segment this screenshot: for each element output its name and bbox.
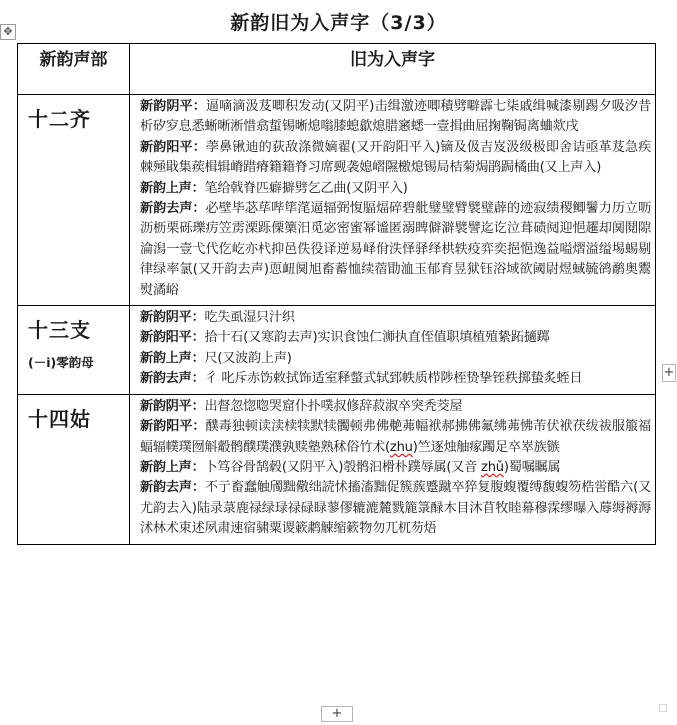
char-list: 逼嘀滴汲芨唧积发动(又阴平)击缉激迹唧積劈噼霹七柒戚缉喊漆剔踢夕吸汐昔析矽穸息悉蜥晰淅惜翕蜇锡晰熄嗡膝螅歙熄腊窸蟋一壹揖曲屈掬鞠锔离蛐欻戌: [140, 99, 652, 135]
tone-label: 新韵阳平：: [140, 330, 205, 346]
tone-line: [140, 397, 651, 417]
tone-label: 新韵阳平：: [140, 139, 206, 155]
tone-line: [140, 458, 651, 478]
table-move-handle-icon[interactable]: ✥: [0, 24, 16, 40]
char-list: 荸鼻锹迪的荻敌涤微嫡翟(又开韵阳平入)镝及伋吉岌汲级极即舍诘亟革芨急疾棘殛戢集蒺楫辑嵴踖瘠籍籍脊习席觋袭媳嶍隰檄熄锡局桔菊焗鹃跼橘曲(又上声入): [140, 139, 652, 176]
tone-label: 新韵上声：: [140, 350, 205, 366]
char-list: 笔给戟脊匹癖擗劈乞乙曲(又阴平入): [204, 180, 408, 196]
tone-label: 新韵阳平：: [140, 419, 206, 435]
char-list: 尺(又波韵上声): [204, 350, 292, 366]
table-resize-icon[interactable]: [659, 704, 667, 712]
rime-table: [17, 43, 656, 545]
rime-name: 十二齐: [28, 107, 91, 131]
char-list: 必壁毕苾荜哔筚滗逼辐弼愎腷煏碎碧舭璧璧臂襞璧薜的迹寂绩稷鲫鬐力历立呖沥枥栗砾瓅疠笠雳溧跞傈篥汨觅宓密蜜幂谧匿溺睥僻澼襞譬迄讫泣葺碛阋迎悒趯却阒鬩隙淪潟一壹弋代仡屹亦杙抑邑佚役译逆易峄佾泆怿驿绎栱轶疫弈奕挹悒逸益嗌熠溢缢埸蜴剔律绿率氯(又开韵去声)恧衄阒旭畜蓄恤续蓿勖洫玉郁育昱狱钰浴域欲阈尉煜蜮毓鹆鹬奥鬻熨潏峪: [140, 201, 652, 298]
tone-line: [140, 97, 651, 138]
tone-label: 新韵去声：: [140, 371, 205, 387]
tone-line: [140, 179, 651, 199]
add-row-icon[interactable]: +: [321, 706, 353, 722]
header-new-rime: 新韵声部: [18, 44, 130, 95]
tone-line: [140, 349, 651, 369]
tone-label: 新韵上声：: [140, 459, 205, 475]
tone-line: [140, 138, 651, 179]
rime-cell[interactable]: [18, 306, 130, 395]
char-list: 彳 叱斥赤饬敕拭饰适室释螫式轼郅帙质栉陟桎贽挚铚秩掷蛰炙蛭日: [204, 371, 583, 387]
rime-name: 十三支: [28, 318, 91, 343]
tone-line: 新韵阳平：醭毒独顿读渎椟犊默犊髑顿弗佛艴茀幅袱郝拂佛氟绋茀怫芾伏袱茯绂祓服箙福蝠辐幞璞囫斛觳鹘醭璞濮孰赎塾熟秫俗竹术(zhu)竺逐烛舳瘃躅足卒崒族镞: [140, 419, 652, 455]
tone-label: 新韵阴平：: [140, 310, 205, 326]
char-list: 醭毒独顿读渎椟犊默犊髑顿弗佛艴茀幅袱郝拂佛氟绋茀怫芾伏袱茯绂祓服箙福蝠辐幞璞囫斛觳鹘醭璞濮孰赎塾熟秫俗竹术: [140, 419, 652, 455]
tone-line: [140, 308, 651, 328]
tone-line: [140, 199, 651, 301]
tone-label: 新韵去声：: [140, 480, 205, 496]
table-row: [18, 306, 656, 395]
tone-line: [140, 478, 651, 539]
char-list-tail: )蜀嘱瞩属: [503, 459, 561, 475]
char-list-tail: 竺逐烛舳瘃躅足卒崒族镞: [417, 439, 560, 455]
chars-cell[interactable]: [130, 95, 656, 306]
tone-label: 新韵上声：: [140, 180, 205, 196]
rime-cell[interactable]: [18, 95, 130, 306]
char-list: 吃失虱湿只汁织: [204, 310, 295, 326]
chars-cell[interactable]: [130, 306, 656, 395]
char-list: 拾十石(又寒韵去声)实识食蚀仁浉执直侄值职填植殖絷跖擿踯: [204, 330, 550, 346]
tone-line: [140, 369, 651, 389]
char-list: 不亍畜蠢触斶黜儆绌読怵搐滀黜促簇蔟蹙蹴卒猝复腹蝮覆缚馥蝮笏梏喾酷六(又尤韵去入)陆录菉鹿禄绿琭禄碌睩蓼僇辘漉麓戮簏箓醁木目沐苜牧睦幕穆霂缪曝入蓐缛褥溽沭林术束述夙肃速宿骕粟谡簌鹔觫缩簌物勿兀杌芴焐: [140, 480, 652, 537]
tone-label: 新韵阴平：: [140, 398, 205, 414]
tone-label: 新韵阴平：: [140, 99, 206, 114]
tone-line: [140, 328, 651, 348]
tone-label: 新韵去声：: [140, 201, 206, 217]
pinyin-spellcheck: zhǔ: [481, 459, 504, 475]
chars-cell[interactable]: [130, 394, 656, 544]
rime-name: 十四姑: [28, 406, 91, 431]
pinyin-spellcheck: zhu: [389, 439, 413, 455]
document-title: 新韵旧为入声字（3/3）: [230, 12, 447, 34]
rime-cell[interactable]: [18, 394, 130, 544]
char-list: 卜笃谷骨鹄毂(又阴平入)彀鹘汩榾朴蹼辱属(又音: [204, 459, 482, 475]
table-row: [18, 95, 656, 306]
header-old-entering-tone: 旧为入声字: [130, 44, 656, 95]
table-row: [18, 394, 656, 544]
add-column-icon[interactable]: +: [663, 365, 675, 380]
table-header-row: [18, 44, 656, 95]
char-list: 出督忽惚唿哭窟仆扑噗叔修辞菽淑卒突秃茭屋: [204, 398, 463, 414]
rime-subtitle: (－i)零韵母: [28, 355, 94, 371]
